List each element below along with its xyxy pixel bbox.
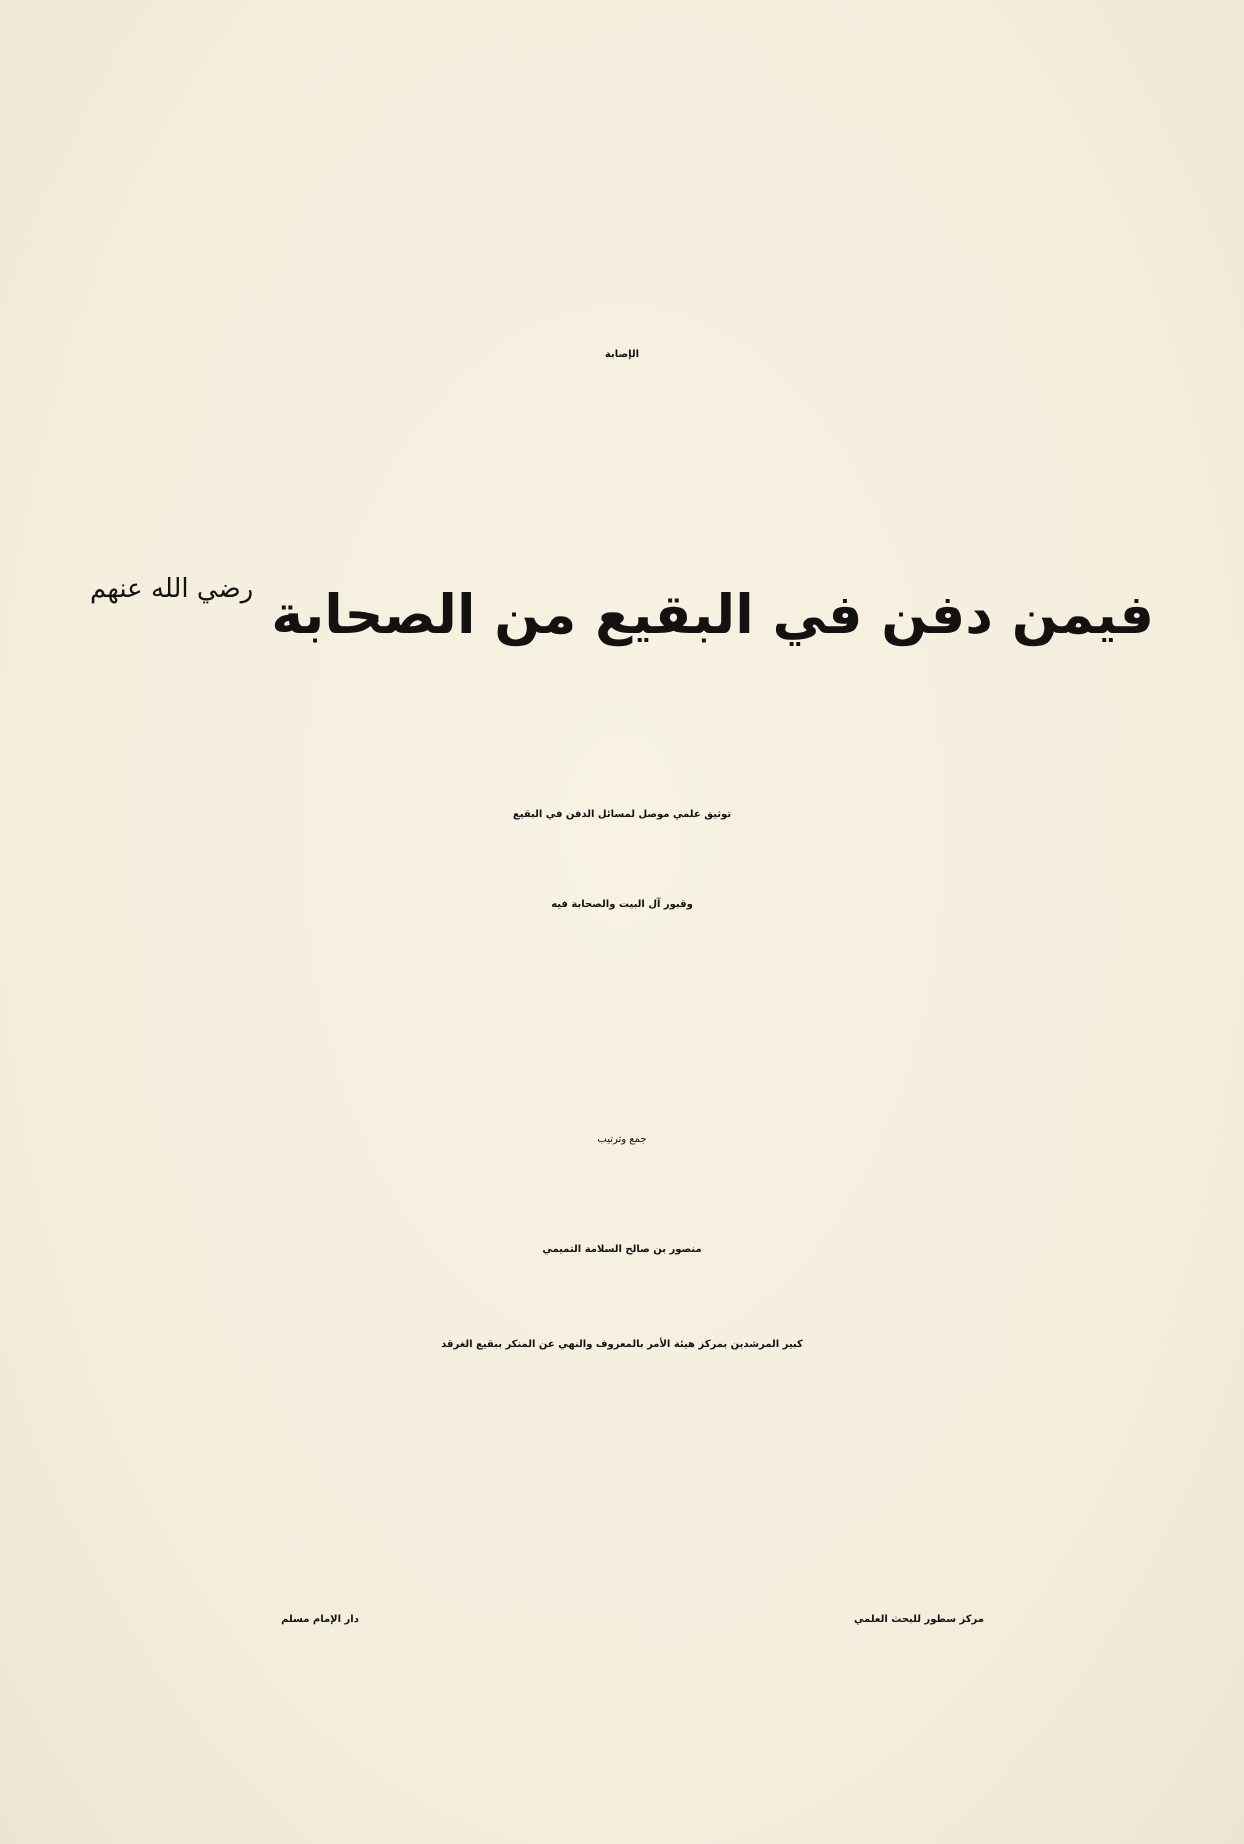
author-title: كبير المرشدين بمركز هيئة الأمر بالمعروف والنهي عن المنكر ببقيع الغرقد <box>441 1339 803 1350</box>
description-line-1: توثيق علمي موصل لمسائل الدفن في البقيع <box>512 809 732 820</box>
book-subtitle: فيمن دفن في البقيع من الصحابة <box>271 583 1154 646</box>
subtitle-row <box>0 555 1244 675</box>
compiled-by-label: جمع وترتيب <box>597 1134 647 1145</box>
honorific-phrase: رضي الله عنهم <box>90 574 254 604</box>
publisher-left: دار الإمام مسلم <box>281 1614 359 1625</box>
description-line-2: وقبور آل البيت والصحابة فيه <box>551 899 693 910</box>
author-name: منصور بن صالح السلامة التميمي <box>542 1244 702 1255</box>
book-title: الإصابة <box>604 349 640 360</box>
publisher-right: مركز سطور للبحث العلمي <box>854 1614 984 1625</box>
